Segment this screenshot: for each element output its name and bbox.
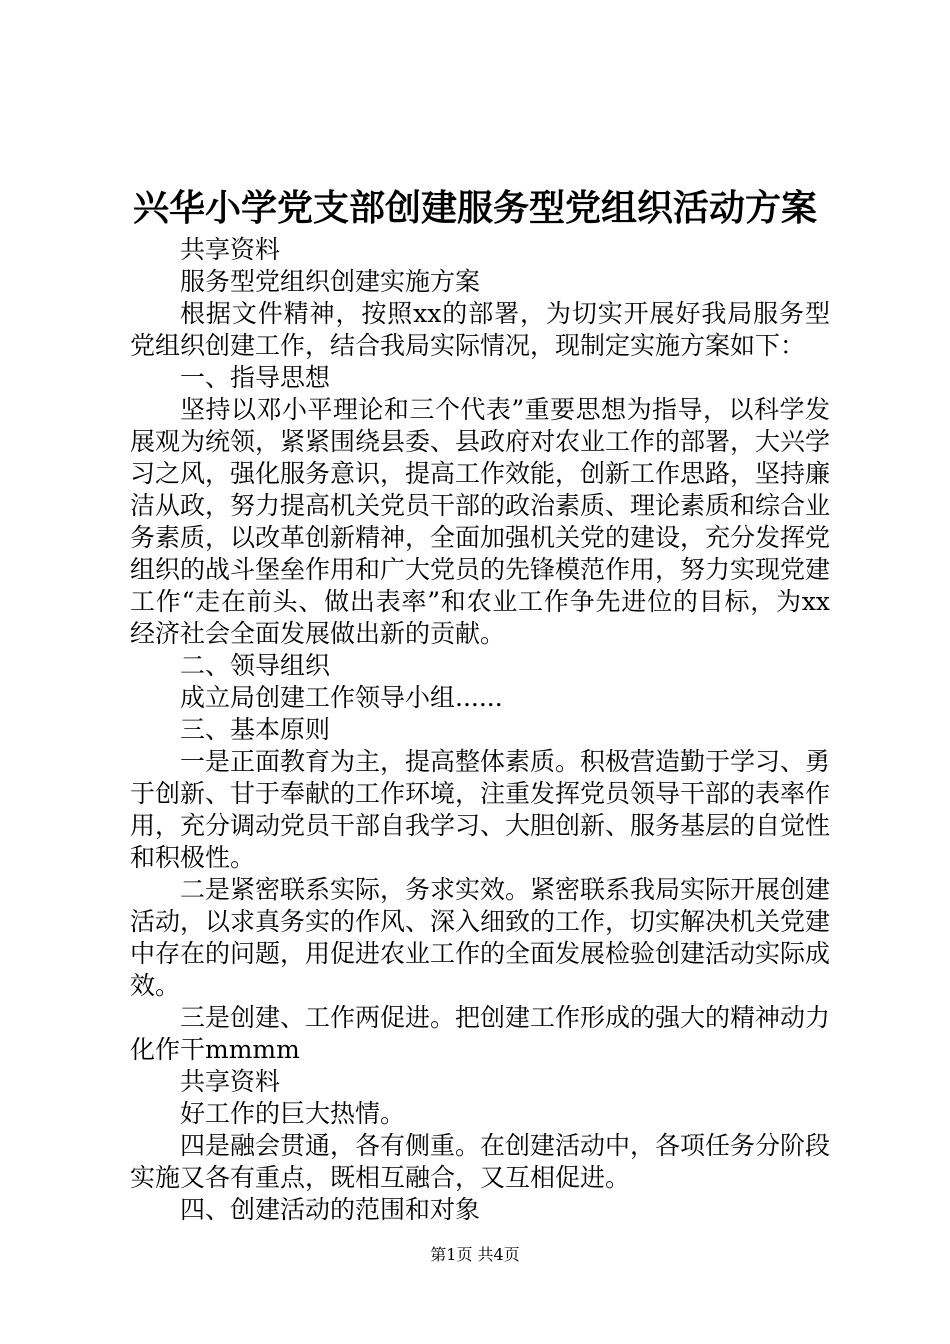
paragraph-shared-material-header: 共享资料 — [180, 235, 281, 264]
section-heading-leadership: 二、领导组织 — [180, 651, 331, 680]
section-heading-basic-principles: 三、基本原则 — [180, 715, 331, 744]
paragraph-principle-four: 四是融会贯通，各有侧重。在创建活动中，各项任务分阶段实施又各有重点，既相互融合，又互相促进。 — [130, 1131, 831, 1192]
page-footer: 第1页 共4页 — [430, 1245, 520, 1264]
paragraph-principle-three: 三是创建、工作两促进。把创建工作形成的强大的精神动力化作干mmmm — [130, 1003, 831, 1064]
paragraph-principle-one: 一是正面教育为主，提高整体素质。积极营造勤于学习、勇于创新、甘于奉献的工作环境，注重发挥党员领导干部的表率作用，充分调动党员干部自我学习、大胆创新、服务基层的自觉性和积极性。 — [130, 747, 831, 872]
paragraph-leadership: 成立局创建工作领导小组...... — [180, 683, 503, 712]
paragraph-guiding-ideology: 坚持以邓小平理论和三个代表”重要思想为指导，以科学发展观为统领，紧紧围绕县委、县政府对农业工作的部署，大兴学习之风，强化服务意识，提高工作效能，创新工作思路，坚持廉洁从政，努力提高机关党员干部的政治素质、理论素质和综合业务素质，以改革创新精神，全面加强机关党的建设，充分发挥党组织的战斗堡垒作用和广大党员的先锋模范作用，努力实现党建工作“走在前头、做出表率”和农业工作争先进位的目标，为xx经济社会全面发展做出新的贡献。 — [130, 395, 831, 648]
paragraph-shared-material-marker: 共享资料 — [180, 1067, 281, 1096]
paragraph-plan-subtitle: 服务型党组织创建实施方案 — [180, 267, 481, 296]
document-body — [130, 234, 830, 1226]
paragraph-introduction: 根据文件精神，按照xx的部署，为切实开展好我局服务型党组织创建工作，结合我局实际情况，现制定实施方案如下： — [130, 299, 830, 360]
section-heading-guiding-ideology: 一、指导思想 — [180, 363, 331, 392]
document-title: 兴华小学党支部创建服务型党组织活动方案 — [132, 187, 817, 229]
paragraph-principle-three-continued: 好工作的巨大热情。 — [180, 1099, 406, 1128]
section-heading-scope-and-targets: 四、创建活动的范围和对象 — [180, 1195, 481, 1224]
paragraph-principle-two: 二是紧密联系实际，务求实效。紧密联系我局实际开展创建活动，以求真务实的作风、深入细致的工作，切实解决机关党建中存在的问题，用促进农业工作的全面发展检验创建活动实际成效。 — [130, 875, 831, 1000]
